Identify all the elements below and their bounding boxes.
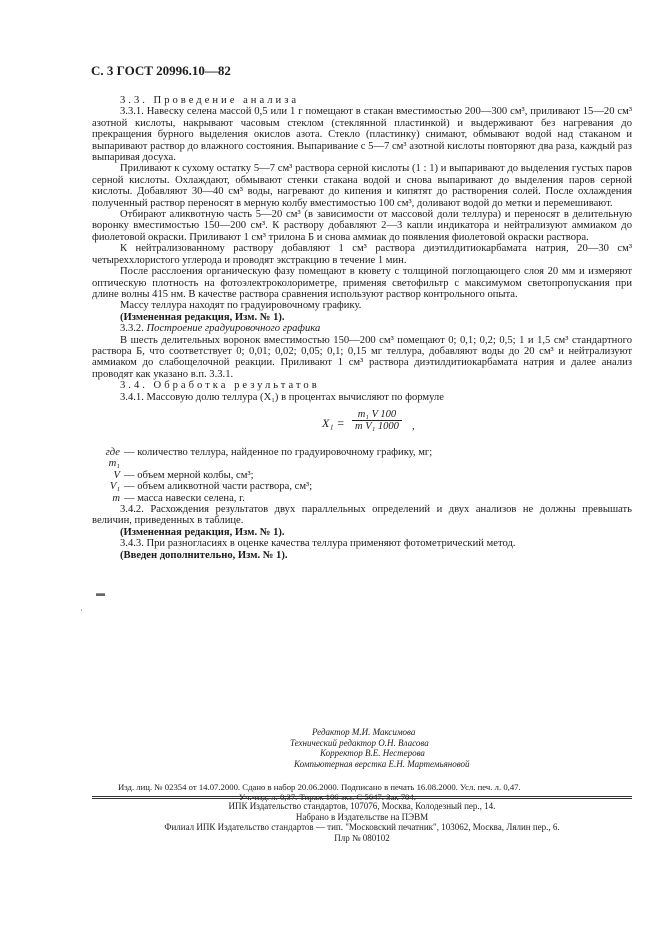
definition-row xyxy=(92,481,632,492)
paragraph-7: В шесть делительных воронок вместимостью 150—200 см³ помещают 0; 0,1; 0,2; 0,5; 1 и 1,5 см³ стандартного раствора Б, что соответствует 0; 0,01; 0,02; 0,05; 0,1; 0,15 мг теллура, добавляют воды до 20 см³ и нейтрализуют аммиаком до слабощелочной реакции. Приливают 1 см³ раствора диэтилдитиокарбамата натрия и далее анализ проводят как указано в.п. 3.3.1. xyxy=(92,334,632,380)
formula-comma: , xyxy=(412,420,415,432)
definition-symbol: V xyxy=(113,469,120,481)
definition-text: — количество теллура, найденное по градуировочному графику, мг; xyxy=(124,446,433,458)
formula xyxy=(92,409,632,439)
section-3-3-2-number: 3.3.2. xyxy=(120,323,144,335)
paragraph-3: Отбирают аликвотную часть 5—20 см³ (в зависимости от массовой доли теллура) и переносят в делительную воронку вместимостью 150—200 см³. К раствору добавляют 2—3 капли индикатора и нейтрализуют аммиаком до фиолетовой окраски. Приливают 1 см³ трилона Б и снова аммиак до появления фиолетовой окраски раствора. xyxy=(92,209,632,243)
section-3-4-title: 3.4. Обработка результатов xyxy=(120,380,320,392)
credits-block xyxy=(290,727,550,769)
section-3-3-2-heading xyxy=(92,323,632,334)
definition-row xyxy=(92,470,632,481)
formula-denominator: m V₁ 1000 xyxy=(355,421,399,433)
paragraph-6: Массу теллура находят по градуировочному графику. xyxy=(120,300,362,312)
variable-definitions xyxy=(92,447,632,504)
publisher-line-1: ИПК Издательство стандартов, 107076, Москва, Колодезный пер., 14. xyxy=(228,801,496,811)
section-3-3-title: 3.3. Проведение анализа xyxy=(120,95,300,106)
paragraph-3-4-1: 3.4.1. Массовую долю теллура (X₁) в процентах вычисляют по формуле xyxy=(120,391,444,403)
scan-mark: · xyxy=(80,605,83,615)
definition-row xyxy=(92,493,632,504)
paragraph-3-4-2: 3.4.2. Расхождения результатов двух параллельных определений и двух анализов не должны превышать величин, приведенных в таблице. xyxy=(92,504,632,527)
credit-editor: Редактор М.И. Максимова xyxy=(312,727,416,737)
credit-corrector: Корректор В.Е. Нестерова xyxy=(320,748,425,758)
formula-numerator: m₁ V 100 xyxy=(352,409,402,421)
publisher-line-4: Плр № 080102 xyxy=(334,832,390,843)
paragraph-5: После расслоения органическую фазу помещают в кювету с толщиной поглощающего слоя 20 мм и измеряют оптическую плотность на фотоэлектроколориметре, применяя светофильтр с максимумом светопропускания при длине волны 415 нм. В качестве раствора сравнения используют раствор контрольного опыта. xyxy=(92,266,632,300)
amendment-note-2: (Измененная редакция, Изм. № 1). xyxy=(120,526,285,538)
credit-layout: Компьютерная верстка Е.Н. Мартемьяновой xyxy=(294,758,470,769)
amendment-note-1: (Измененная редакция, Изм. № 1). xyxy=(120,311,285,323)
imprint-line-1: Изд. лиц. № 02354 от 14.07.2000. Сдано в набор 20.06.2000. Подписано в печать 16.08.2000. Усл. печ. л. 0,47. xyxy=(118,782,521,792)
definition-text: — объем аликвотной части раствора, см³; xyxy=(124,481,313,493)
definition-row xyxy=(92,447,632,470)
imprint-line-2: Уч.-изд. л. 0,37. Тираж 106 экз. С 5647. Зак 704. xyxy=(239,792,416,802)
paragraph-2: Приливают к сухому остатку 5—7 см³ раствора серной кислоты (1 : 1) и выпаривают до выделения густых паров серной кислоты. Охлаждают, обмывают стенки стакана водой и снова выпаривают до выделения паров серной кислоты. Добавляют 30—40 см³ воды, нагревают до кипения и кипятят до растворения солей. После охлаждения полученный раствор переносят в мерную колбу вместимостью 100 см³, доливают водой до метки и перемешивают. xyxy=(92,163,632,209)
scan-mark: ▬ xyxy=(96,588,105,598)
paragraph-3-4-3: 3.4.3. При разногласиях в оценке качества теллура применяют фотометрический метод. xyxy=(120,538,516,550)
formula-fraction xyxy=(352,409,402,433)
paragraph-3-3-1: 3.3.1. Навеску селена массой 0,5 или 1 г помещают в стакан вместимостью 200—300 см³, приливают 15—20 см³ азотной кислоты, накрывают часовым стеклом (стеклянной пластинкой) и выдерживают без нагревания до прекращения бурного выделения окислов азота. Стекло (пластинку) снимают, обмывают водой над стаканом и выпаривают раствор до влажного состояния. Выпаривание с 5—7 см³ азотной кислоты повторяют два раза, каждый раз выпаривая досуха. xyxy=(92,106,632,164)
document-body xyxy=(92,95,632,561)
definition-symbol: V₁ xyxy=(109,481,120,493)
definition-symbol: где m₁ xyxy=(105,446,120,470)
imprint-block xyxy=(113,782,633,802)
publisher-line-3: Филиал ИПК Издательство стандартов — тип. "Московский печатник", 103062, Москва, Лялин пер., 6. xyxy=(164,822,560,833)
divider-line xyxy=(92,798,632,799)
section-3-3-2-title: Построение градуировочного графика xyxy=(146,323,321,335)
credit-tech-editor: Технический редактор О.Н. Власова xyxy=(290,737,429,748)
page-header: С. 3 ГОСТ 20996.10—82 xyxy=(91,63,231,78)
definition-text: — масса навески селена, г. xyxy=(124,492,245,504)
formula-lhs: X₁ = xyxy=(322,415,345,430)
publisher-block xyxy=(92,801,632,843)
amendment-note-3: (Введен дополнительно, Изм. № 1). xyxy=(120,549,288,561)
definition-symbol: m xyxy=(112,492,120,504)
divider-line xyxy=(92,796,632,797)
definition-text: — объем мерной колбы, см³; xyxy=(124,469,254,481)
paragraph-4: К нейтрализованному раствору добавляют 1 см³ раствора диэтилдитиокарбамата натрия, 20—30 см³ четыреххлористого углерода и проводят экстракцию в течение 1 мин. xyxy=(92,243,632,266)
publisher-line-2: Набрано в Издательстве на ПЭВМ xyxy=(295,811,429,822)
